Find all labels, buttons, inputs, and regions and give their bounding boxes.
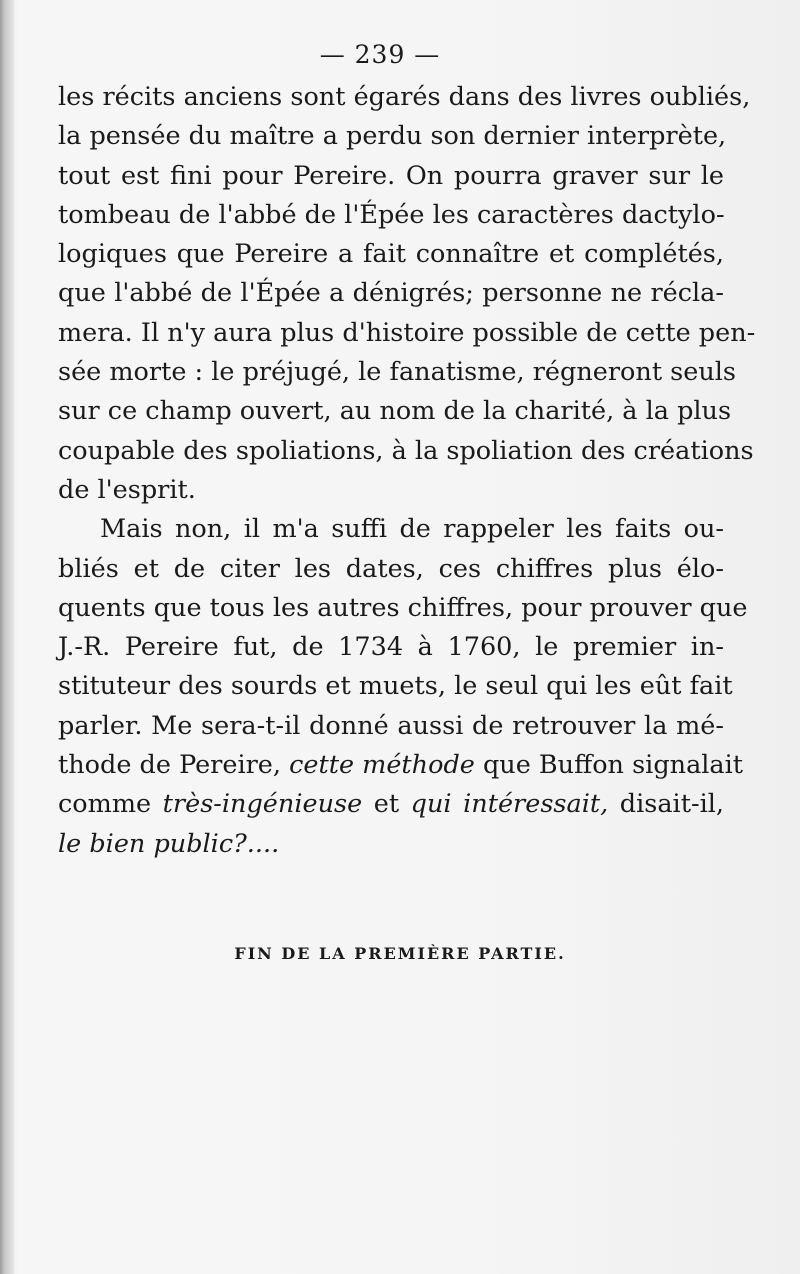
body-text bbox=[58, 78, 756, 864]
text-segment: thode de Pereire, bbox=[58, 750, 290, 781]
text-segment: disait-il, bbox=[608, 789, 724, 820]
text-line: parler. Me sera-t-il donné aussi de retrouver la mé- bbox=[58, 710, 724, 741]
paragraph-start-line: Mais non, il m'a suffi de rappeler les faits ou- bbox=[100, 514, 724, 545]
text-line: bliés et de citer les dates, ces chiffres plus élo- bbox=[58, 553, 724, 584]
text-line: quents que tous les autres chiffres, pour prouver que bbox=[58, 592, 748, 623]
text-line: logiques que Pereire a fait connaître et complétés, bbox=[58, 239, 724, 270]
page-binding-edge bbox=[0, 0, 14, 1274]
text-line: les récits anciens sont égarés dans des livres oubliés, bbox=[58, 82, 751, 112]
text-line: que l'abbé de l'Épée a dénigrés; personne ne récla- bbox=[58, 278, 724, 309]
text-line: tout est fini pour Pereire. On pourra graver sur le bbox=[58, 160, 724, 191]
paragraph-end-line: de l'esprit. bbox=[58, 474, 196, 505]
text-segment: que Buffon signalait bbox=[474, 750, 744, 781]
italic-segment: qui intéressait, bbox=[410, 789, 609, 820]
text-line: sée morte : le préjugé, le fanatisme, régneront seuls bbox=[58, 357, 737, 388]
text-line: mera. Il n'y aura plus d'histoire possible de cette pen- bbox=[58, 317, 756, 348]
italic-segment: le bien public?.... bbox=[58, 828, 280, 859]
text-line: J.-R. Pereire fut, de 1734 à 1760, le premier in- bbox=[58, 632, 724, 663]
text-line: coupable des spoliations, à la spoliation des créations bbox=[58, 435, 754, 466]
text-line: sur ce champ ouvert, au nom de la charité, à la plus bbox=[58, 396, 732, 427]
part-end-heading: FIN DE LA PREMIÈRE PARTIE. bbox=[234, 944, 566, 963]
italic-segment: cette méthode bbox=[289, 750, 475, 781]
text-line: la pensée du maître a perdu son dernier interprète, bbox=[58, 121, 727, 152]
text-line: tombeau de l'abbé de l'Épée les caractères dactylo- bbox=[58, 199, 725, 230]
italic-segment: très-ingénieuse bbox=[162, 789, 363, 820]
paragraph-end-line bbox=[58, 825, 724, 864]
text-line-with-italic bbox=[58, 785, 724, 824]
text-segment: et bbox=[362, 789, 411, 820]
text-segment: comme bbox=[58, 789, 163, 820]
page-number: — 239 — bbox=[319, 40, 441, 69]
text-line-with-italic bbox=[58, 746, 744, 785]
text-line: stituteur des sourds et muets, le seul qui les eût fait bbox=[58, 671, 733, 702]
